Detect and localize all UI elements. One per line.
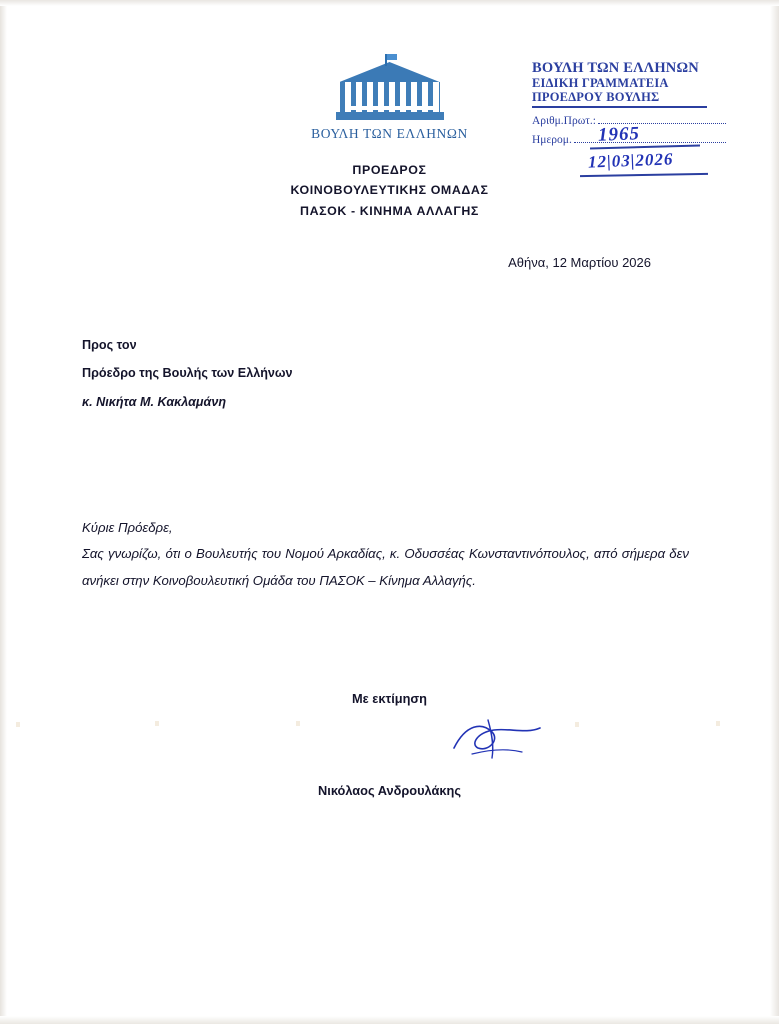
addressee-block [82, 331, 293, 416]
stamp-date-label: Ημερομ. [532, 134, 572, 147]
scan-edge-bottom [0, 1016, 779, 1024]
scan-artifact [716, 721, 720, 726]
scan-artifact [296, 721, 300, 726]
stamp-divider [532, 106, 707, 108]
addressee-line-2: Πρόεδρο της Βουλής των Ελλήνων [82, 366, 293, 381]
signature-icon [448, 718, 558, 764]
addressee-line-3: κ. Νικήτα Μ. Κακλαμάνη [82, 394, 227, 409]
emblem-caption: ΒΟΥΛΗ ΤΩΝ ΕΛΛΗΝΩΝ [311, 126, 468, 141]
parliament-building-icon [336, 62, 444, 122]
letter-body [82, 515, 689, 594]
letterhead-title-line-3: ΠΑΣΟΚ - ΚΙΝΗΜΑ ΑΛΛΑΓΗΣ [300, 203, 479, 218]
stamp-line-2: ΕΙΔΙΚΗ ΓΡΑΜΜΑΤΕΙΑ [532, 76, 669, 91]
addressee-line-1: Προς τον [82, 338, 137, 352]
letterhead-title-line-2: ΚΟΙΝΟΒΟΥΛΕΥΤΙΚΗΣ ΟΜΑΔΑΣ [290, 183, 489, 198]
stamp-date-value: 12|03|2026 [587, 149, 674, 172]
reception-stamp [528, 58, 732, 172]
letter-paragraph: Σας γνωρίζω, ότι ο Βουλευτής του Νομού Αρκαδίας, κ. Οδυσσέας Κωνσταντινόπουλος, από σήμερα δεν ανήκει στην Κοινοβουλευτική Ομάδα του ΠΑΣΟΚ – Κίνημα Αλλαγής. [82, 546, 689, 588]
scan-artifact [575, 722, 579, 727]
letterhead-emblem [307, 62, 472, 142]
stamp-protocol-value: 1965 [597, 123, 641, 146]
letter-salutation: Κύριε Πρόεδρε, [82, 520, 173, 535]
stamp-protocol-label: Αριθμ.Πρωτ.: [532, 115, 596, 128]
letterhead-title-line-1: ΠΡΟΕΔΡΟΣ [352, 163, 427, 177]
stamp-line-3: ΠΡΟΕΔΡΟΥ ΒΟΥΛΗΣ [532, 90, 660, 105]
scan-artifact [16, 722, 20, 727]
scan-edge-right [770, 0, 779, 1024]
signer-name: Νικόλαος Ανδρουλάκης [318, 783, 461, 798]
scan-edge-top [0, 0, 779, 6]
stamp-date-dots [574, 141, 726, 143]
scan-edge-left [0, 0, 7, 1024]
place-and-date: Αθήνα, 12 Μαρτίου 2026 [508, 255, 651, 270]
stamp-line-1: ΒΟΥΛΗ ΤΩΝ ΕΛΛΗΝΩΝ [532, 60, 699, 76]
letter-valediction: Με εκτίμηση [352, 691, 427, 706]
letterhead-title [0, 160, 779, 221]
scan-artifact [155, 721, 159, 726]
